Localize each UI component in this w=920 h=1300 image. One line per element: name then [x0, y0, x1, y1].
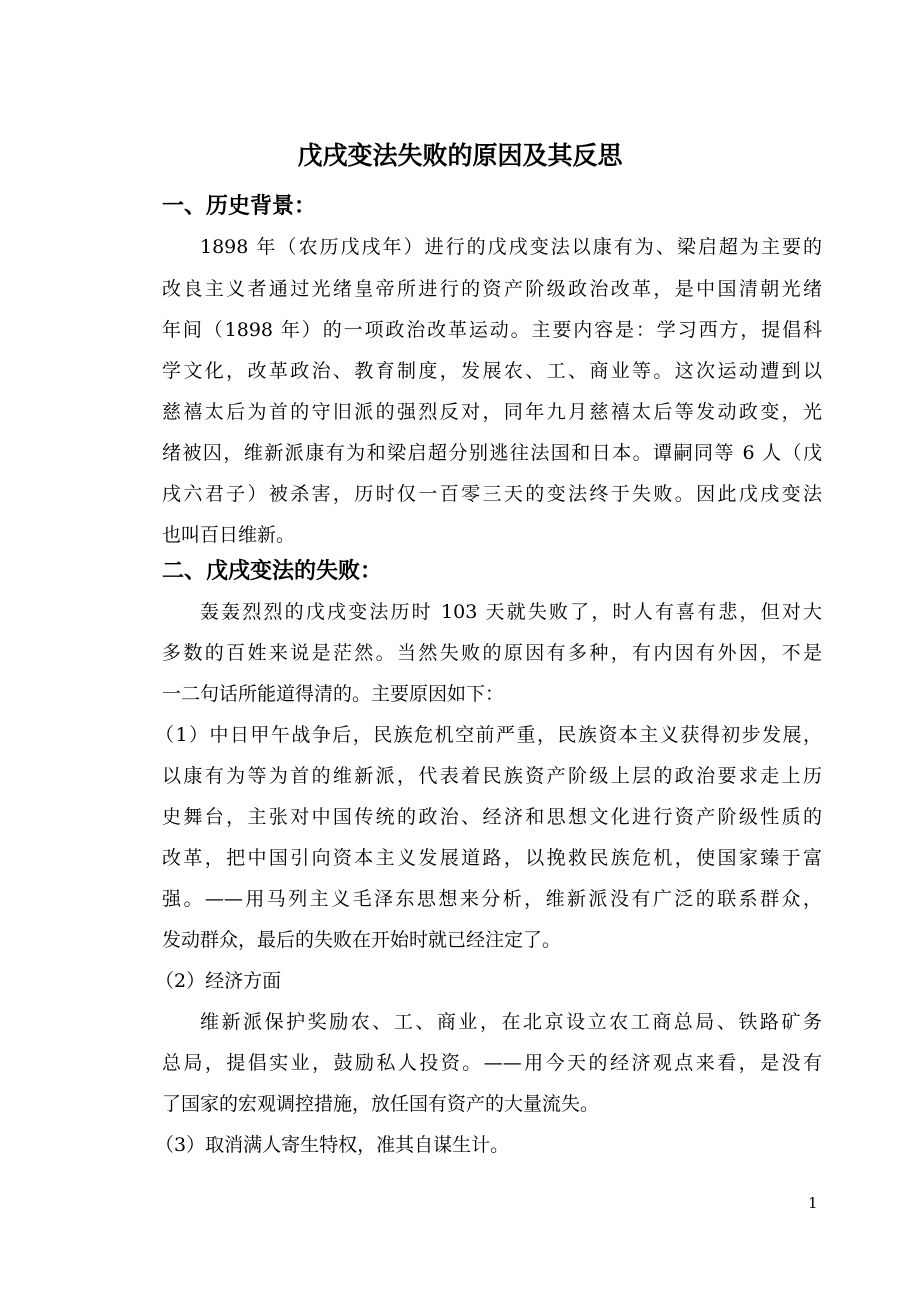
paragraph-line: 改良主义者通过光绪皇帝所进行的资产阶级政治改革，是中国清朝光绪	[162, 278, 822, 300]
point-2-line: 维新派保护奖励农、工、商业，在北京设立农工商总局、铁路矿务	[200, 1011, 822, 1033]
paragraph-line: 1898 年（农历戊戌年）进行的戊戌变法以康有为、梁启超为主要的	[200, 236, 822, 258]
point-2-line: 了国家的宏观调控措施，放任国有资产的大量流失。	[162, 1093, 600, 1115]
document-title: 戊戌变法失败的原因及其反思	[297, 141, 623, 170]
paragraph-line: 轰轰烈烈的戊戌变法历时 103 天就失败了，时人有喜有悲，但对大	[200, 601, 822, 623]
point-1-line: 以康有为等为首的维新派，代表着民族资产阶级上层的政治要求走上历	[162, 765, 822, 787]
point-1-line: 改革，把中国引向资本主义发展道路，以挽救民族危机，使国家臻于富	[162, 847, 822, 869]
point-1-line: 强。——用马列主义毛泽东思想来分析，维新派没有广泛的联系群众，	[162, 888, 822, 910]
point-1-line: 史舞台，主张对中国传统的政治、经济和思想文化进行资产阶级性质的	[162, 806, 822, 828]
point-2-line: 总局，提倡实业，鼓励私人投资。——用今天的经济观点来看，是没有	[162, 1052, 822, 1074]
paragraph-line: 一二句话所能道得清的。主要原因如下：	[162, 683, 505, 705]
point-1-line: （1）中日甲午战争后，民族危机空前严重，民族资本主义获得初步发展，	[155, 724, 822, 746]
section-heading-history-background: 一、历史背景：	[162, 194, 317, 219]
paragraph-line: 绪被囚，维新派康有为和梁启超分别逃往法国和日本。谭嗣同等 6 人（戊	[162, 442, 822, 464]
page-number: 1	[808, 1194, 818, 1212]
point-3-label: （3）取消满人寄生特权，准其自谋生计。	[155, 1134, 510, 1156]
paragraph-line: 多数的百姓来说是茫然。当然失败的原因有多种，有内因有外因，不是	[162, 642, 822, 664]
paragraph-line: 慈禧太后为首的守旧派的强烈反对，同年九月慈禧太后等发动政变，光	[162, 401, 822, 423]
section-heading-reform-failure: 二、戊戌变法的失败：	[162, 559, 383, 584]
paragraph-line: 戌六君子）被杀害，历时仅一百零三天的变法终于失败。因此戊戌变法	[162, 483, 822, 505]
paragraph-line: 学文化，改革政治、教育制度，发展农、工、商业等。这次运动遭到以	[162, 360, 822, 382]
point-1-line: 发动群众，最后的失败在开始时就已经注定了。	[162, 929, 562, 951]
point-2-label: （2）经济方面	[155, 970, 282, 992]
paragraph-line: 年间（1898 年）的一项政治改革运动。主要内容是：学习西方，提倡科	[162, 319, 822, 341]
paragraph-line: 也叫百日维新。	[162, 524, 296, 546]
